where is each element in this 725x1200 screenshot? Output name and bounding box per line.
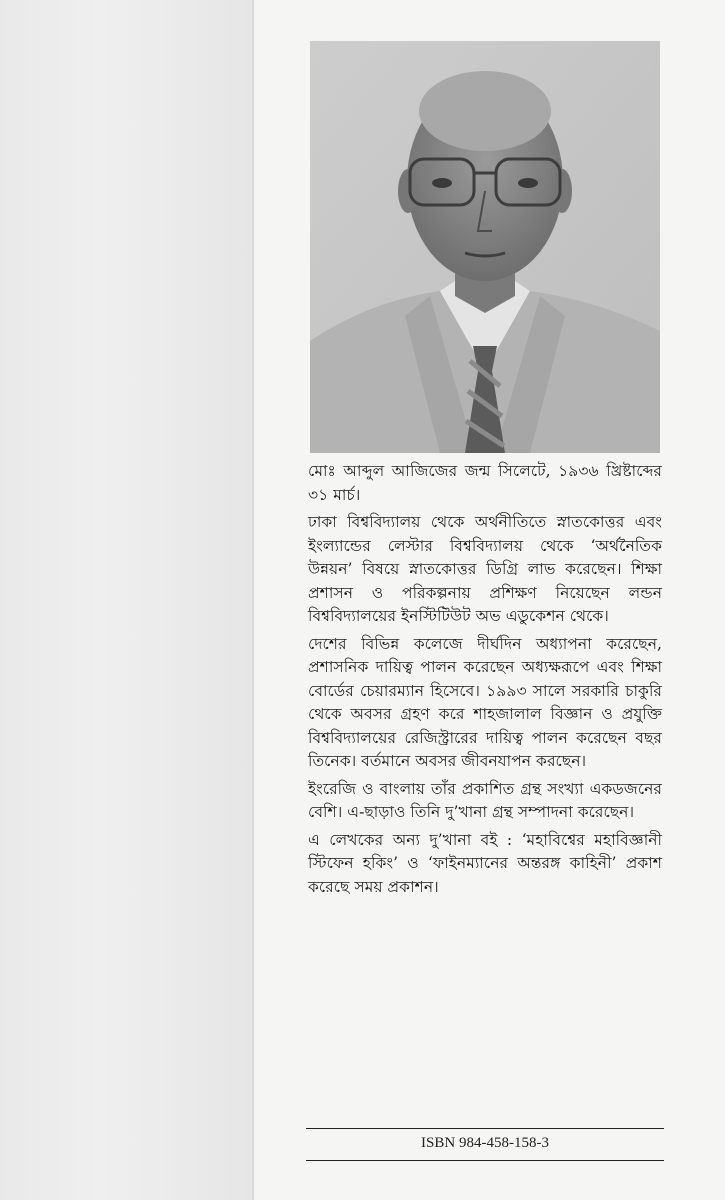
bio-paragraph: দেশের বিভিন্ন কলেজে দীর্ঘদিন অধ্যাপনা করেছেন, প্রশাসনিক দায়িত্ব পালন করেছেন অধ্যক্ষরূপে এবং শিক্ষা বোর্ডের চেয়ারম্যান হিসেবে। ১৯৯৩ সালে সরকারি চাকুরি থেকে অবসর গ্রহণ করে শাহজালাল বিজ্ঞান ও প্রযুক্তি বিশ্ববিদ্যালয়ের রেজিস্ট্রারের দায়িত্ব পালন করেছেন বছর তিনেক। বর্তমানে অবসর জীবনযাপন করছেন। xyxy=(308,634,662,770)
bio-paragraph: এ লেখকের অন্য দু’খানা বই : ‘মহাবিশ্বের মহাবিজ্ঞানী স্টিফেন হকিং’ ও ‘ফাইনম্যানের অন্তরঙ্গ কাহিনী’ প্রকাশ করেছে সময় প্রকাশন। xyxy=(308,830,662,896)
isbn-number: ISBN 984-458-158-3 xyxy=(421,1135,549,1151)
bio-paragraph: ঢাকা বিশ্ববিদ্যালয় থেকে অর্থনীতিতে স্নাতকোত্তর এবং ইংল্যান্ডের লেস্টার বিশ্ববিদ্যালয় থেকে ‘অর্থনৈতিক উন্নয়ন’ বিষয়ে স্নাতকোত্তর ডিগ্রি লাভ করেছেন। শিক্ষা প্রশাসন ও পরিকল্পনায় প্রশিক্ষণ নিয়েছেন লন্ডন বিশ্ববিদ্যালয়ের ইনস্টিটিউট অভ এডুকেশন থেকে। xyxy=(308,513,662,625)
isbn-bottom-rule xyxy=(306,1160,664,1161)
isbn-top-rule xyxy=(306,1128,664,1129)
bio-paragraph: ইংরেজি ও বাংলায় তাঁর প্রকাশিত গ্রন্থ সংখ্যা একডজনের বেশি। এ-ছাড়াও তিনি দু’খানা গ্রন্থ সম্পাদনা করেছেন। xyxy=(308,779,662,821)
book-spine xyxy=(0,0,252,1200)
bio-paragraph: মোঃ আব্দুল আজিজের জন্ম সিলেটে, ১৯৩৬ খ্রিষ্টাব্দের ৩১ মার্চ। xyxy=(308,462,662,504)
author-photo xyxy=(310,41,660,453)
author-bio xyxy=(308,460,662,903)
